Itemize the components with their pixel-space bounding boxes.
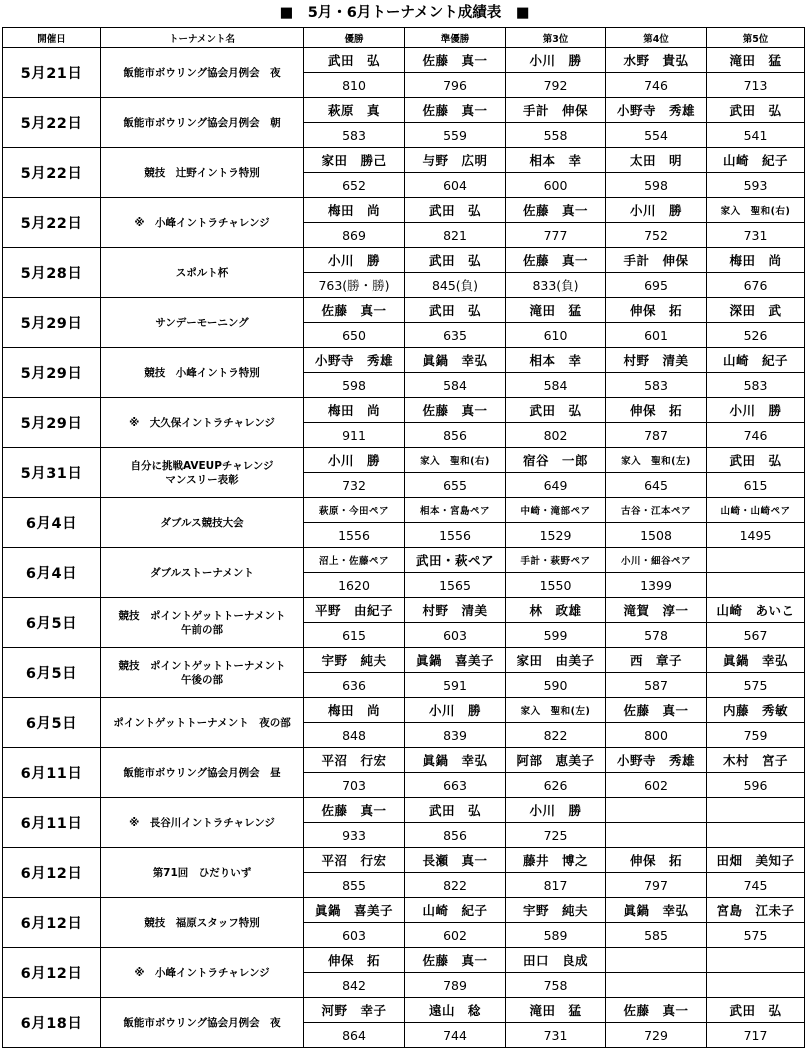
tournament-name-line: 競技 辻野イントラ特別 [144,166,260,179]
player-name: 家入 聖和(右) [707,198,805,223]
player-name: 伸保 拓 [606,848,707,873]
player-name: 林 政雄 [506,598,606,623]
tournament-name-line: マンスリー表彰 [165,473,239,486]
tournament-name-line: ポイントゲットトーナメント 夜の部 [113,716,291,729]
tournament-row [3,448,805,473]
player-name: 村野 清美 [606,348,707,373]
player-score: 802 [506,423,606,448]
tournament-name-line: ダブルストーナメント [150,566,254,579]
player-name: 伸保 拓 [606,298,707,323]
page-title: ■ 5月・6月トーナメント成績表 ■ [279,5,530,21]
player-name: 村野 清美 [405,598,506,623]
player-name: 河野 幸子 [304,998,405,1023]
player-score: 1508 [606,523,707,548]
player-score: 604 [405,173,506,198]
player-score: 615 [707,473,805,498]
tournament-name [101,798,304,848]
player-name: 田畑 美知子 [707,848,805,873]
player-score: 650 [304,323,405,348]
player-name: 家入 聖和(左) [506,698,606,723]
player-name: 梅田 尚 [304,698,405,723]
player-name: 深田 武 [707,298,805,323]
player-name: 宮島 江未子 [707,898,805,923]
player-score: 703 [304,773,405,798]
player-score: 856 [405,823,506,848]
player-name: 藤井 博之 [506,848,606,873]
tournament-name-line: 午後の部 [181,673,223,686]
player-score: 598 [304,373,405,398]
event-date: 5月29日 [3,298,101,348]
header-fifth-place: 第5位 [707,28,805,48]
player-score: 1565 [405,573,506,598]
player-name: 西 章子 [606,648,707,673]
event-date: 5月22日 [3,198,101,248]
player-name [606,948,707,973]
tournament-name [101,698,304,748]
player-score: 1495 [707,523,805,548]
player-score: 591 [405,673,506,698]
player-name: 武田・萩ペア [405,548,506,573]
header-first-place: 優勝 [304,28,405,48]
player-name: 太田 明 [606,148,707,173]
player-score: 725 [506,823,606,848]
player-name: 梅田 尚 [304,198,405,223]
player-score: 842 [304,973,405,998]
player-score: 752 [606,223,707,248]
tournament-name-line: 競技 福原スタッフ特別 [144,916,260,929]
event-date: 5月29日 [3,348,101,398]
player-score: 911 [304,423,405,448]
player-name: 眞鍋 幸弘 [707,648,805,673]
player-name: 手計・萩野ペア [506,548,606,573]
tournament-row [3,148,805,173]
player-name: 伸保 拓 [304,948,405,973]
player-score: 729 [606,1023,707,1048]
event-date: 6月5日 [3,648,101,698]
player-name: 佐藤 真一 [606,698,707,723]
player-name: 長瀬 真一 [405,848,506,873]
tournament-name [101,398,304,448]
player-name: 眞鍋 幸弘 [405,348,506,373]
tournament-name [101,48,304,98]
event-date: 5月22日 [3,98,101,148]
player-score: 933 [304,823,405,848]
player-score: 603 [405,623,506,648]
player-score: 541 [707,123,805,148]
tournament-name-line: 競技 ポイントゲットトーナメント [118,609,286,622]
player-score: 587 [606,673,707,698]
tournament-name-line: スポルト杯 [175,266,229,279]
player-score: 787 [606,423,707,448]
player-score [606,973,707,998]
player-name: 佐藤 真一 [405,398,506,423]
player-name: 山崎 紀子 [707,348,805,373]
header-date: 開催日 [3,28,101,48]
player-score [707,823,805,848]
player-name [606,798,707,823]
player-score: 822 [506,723,606,748]
player-score: 583 [707,373,805,398]
tournament-name-line: 飯能市ボウリング協会月例会 朝 [123,116,281,129]
tournament-row [3,498,805,523]
player-score: 695 [606,273,707,298]
player-score: 583 [606,373,707,398]
player-name: 小川 勝 [707,398,805,423]
tournament-name [101,848,304,898]
tournament-row [3,298,805,323]
player-name: 伸保 拓 [606,398,707,423]
player-score: 744 [405,1023,506,1048]
player-score: 821 [405,223,506,248]
event-date: 6月12日 [3,948,101,998]
player-score: 792 [506,73,606,98]
tournament-row [3,348,805,373]
player-score: 559 [405,123,506,148]
player-score: 817 [506,873,606,898]
player-name: 田口 良成 [506,948,606,973]
player-score: 602 [405,923,506,948]
event-date: 5月22日 [3,148,101,198]
player-score: 610 [506,323,606,348]
player-score: 585 [606,923,707,948]
player-score: 745 [707,873,805,898]
player-score: 593 [707,173,805,198]
player-score: 1550 [506,573,606,598]
player-score: 567 [707,623,805,648]
player-name: 宇野 純夫 [506,898,606,923]
player-name: 佐藤 真一 [304,798,405,823]
player-score: 732 [304,473,405,498]
player-name: 家田 由美子 [506,648,606,673]
player-score: 600 [506,173,606,198]
player-score: 636 [304,673,405,698]
tournament-name [101,748,304,798]
player-name: 眞鍋 幸弘 [606,898,707,923]
player-name [707,548,805,573]
player-name: 小川 勝 [405,698,506,723]
player-score: 746 [606,73,707,98]
event-date: 6月11日 [3,748,101,798]
header-third-place: 第3位 [506,28,606,48]
player-name: 阿部 恵美子 [506,748,606,773]
player-name: 相本 幸 [506,348,606,373]
tournament-name [101,448,304,498]
tournament-row [3,248,805,273]
player-name: 小川 勝 [606,198,707,223]
player-score: 800 [606,723,707,748]
player-score: 575 [707,923,805,948]
tournament-name-line: 飯能市ボウリング協会月例会 昼 [123,766,281,779]
player-score: 626 [506,773,606,798]
player-name: 小野寺 秀雄 [606,748,707,773]
player-score: 598 [606,173,707,198]
player-name: 相本 幸 [506,148,606,173]
player-name: 佐藤 真一 [506,248,606,273]
player-name: 山崎 紀子 [405,898,506,923]
event-date: 5月28日 [3,248,101,298]
player-score: 645 [606,473,707,498]
player-name: 武田 弘 [405,248,506,273]
player-score: 864 [304,1023,405,1048]
player-name: 小川 勝 [304,248,405,273]
event-date: 5月21日 [3,48,101,98]
player-score: 652 [304,173,405,198]
player-name: 滝賀 淳一 [606,598,707,623]
tournament-name [101,998,304,1048]
results-table [2,27,805,1048]
tournament-name [101,548,304,598]
player-name: 佐藤 真一 [606,998,707,1023]
player-name: 佐藤 真一 [304,298,405,323]
event-date: 5月31日 [3,448,101,498]
player-score: 789 [405,973,506,998]
header-fourth-place: 第4位 [606,28,707,48]
player-name: 平沼 行宏 [304,848,405,873]
event-date: 6月4日 [3,548,101,598]
player-score: 601 [606,323,707,348]
tournament-name [101,298,304,348]
player-name: 滝田 猛 [707,48,805,73]
player-name: 古谷・江本ペア [606,498,707,523]
tournament-row [3,98,805,123]
tournament-name [101,348,304,398]
player-score: 822 [405,873,506,898]
player-name: 武田 弘 [405,798,506,823]
player-score: 649 [506,473,606,498]
tournament-name-line: 第71回 ひだりいず [152,866,252,879]
event-date: 6月5日 [3,598,101,648]
player-name: 小野寺 秀雄 [606,98,707,123]
results-body [3,48,805,1048]
tournament-name-line: ※ 小峰イントラチャレンジ [134,216,270,229]
tournament-row [3,848,805,873]
player-score: 1529 [506,523,606,548]
player-name: 萩原・今田ペア [304,498,405,523]
player-score: 833(負) [506,273,606,298]
player-name: 武田 弘 [506,398,606,423]
player-score: 869 [304,223,405,248]
player-name: 萩原 真 [304,98,405,123]
player-name: 眞鍋 幸弘 [405,748,506,773]
player-name: 佐藤 真一 [506,198,606,223]
player-score: 583 [304,123,405,148]
event-date: 6月18日 [3,998,101,1048]
player-name: 家入 聖和(左) [606,448,707,473]
player-score: 584 [405,373,506,398]
player-score: 615 [304,623,405,648]
tournament-row [3,648,805,673]
player-score [606,823,707,848]
player-score: 584 [506,373,606,398]
player-score: 663 [405,773,506,798]
player-name: 佐藤 真一 [405,98,506,123]
player-score: 603 [304,923,405,948]
player-name: 武田 弘 [405,298,506,323]
player-score: 558 [506,123,606,148]
tournament-name-line: 競技 ポイントゲットトーナメント [118,659,286,672]
header-row [3,28,805,48]
tournament-row [3,48,805,73]
player-score: 856 [405,423,506,448]
tournament-name-line: ※ 大久保イントラチャレンジ [129,416,275,429]
player-score: 1556 [304,523,405,548]
player-name: 小川 勝 [506,48,606,73]
tournament-name-line: 競技 小峰イントラ特別 [144,366,260,379]
tournament-row [3,798,805,823]
player-name [707,798,805,823]
player-score: 676 [707,273,805,298]
tournament-name-line: 飯能市ボウリング協会月例会 夜 [123,1016,281,1029]
tournament-name-line: ダブルス競技大会 [160,516,244,529]
player-name: 武田 弘 [707,98,805,123]
player-score: 759 [707,723,805,748]
player-score: 1556 [405,523,506,548]
player-score: 713 [707,73,805,98]
tournament-row [3,898,805,923]
player-name: 宇野 純夫 [304,648,405,673]
player-score: 602 [606,773,707,798]
tournament-name-line: サンデーモーニング [155,316,249,329]
player-name: 中崎・滝部ペア [506,498,606,523]
player-score: 746 [707,423,805,448]
player-score: 731 [506,1023,606,1048]
player-name: 宿谷 一郎 [506,448,606,473]
event-date: 5月29日 [3,398,101,448]
event-date: 6月12日 [3,898,101,948]
player-score [707,573,805,598]
player-score: 655 [405,473,506,498]
player-name: 武田 弘 [405,198,506,223]
header-tournament-name: トーナメント名 [101,28,304,48]
tournament-row [3,998,805,1023]
player-score: 717 [707,1023,805,1048]
player-name: 武田 弘 [707,448,805,473]
tournament-row [3,198,805,223]
player-name: 梅田 尚 [707,248,805,273]
player-name: 佐藤 真一 [405,948,506,973]
tournament-row [3,398,805,423]
player-name: 木村 宮子 [707,748,805,773]
player-name: 手計 伸保 [506,98,606,123]
player-name: 平沼 行宏 [304,748,405,773]
tournament-row [3,698,805,723]
player-name: 眞鍋 喜美子 [405,648,506,673]
event-date: 6月12日 [3,848,101,898]
player-name: 家入 聖和(右) [405,448,506,473]
tournament-name [101,898,304,948]
player-score: 810 [304,73,405,98]
header-second-place: 準優勝 [405,28,506,48]
player-name: 家田 勝己 [304,148,405,173]
tournament-row [3,948,805,973]
player-name: 滝田 猛 [506,998,606,1023]
player-name: 遠山 稔 [405,998,506,1023]
player-score: 590 [506,673,606,698]
player-score: 845(負) [405,273,506,298]
tournament-name [101,948,304,998]
player-name: 佐藤 真一 [405,48,506,73]
player-score [707,973,805,998]
tournament-name [101,648,304,698]
tournament-row [3,548,805,573]
player-score: 758 [506,973,606,998]
tournament-row [3,598,805,623]
player-score: 635 [405,323,506,348]
player-name: 小野寺 秀雄 [304,348,405,373]
player-name: 相本・宮島ペア [405,498,506,523]
event-date: 6月11日 [3,798,101,848]
tournament-name-line: 午前の部 [181,623,223,636]
player-name: 沼上・佐藤ペア [304,548,405,573]
player-score: 797 [606,873,707,898]
player-name [707,948,805,973]
player-name: 梅田 尚 [304,398,405,423]
player-score: 839 [405,723,506,748]
tournament-name [101,598,304,648]
player-score: 526 [707,323,805,348]
tournament-name [101,148,304,198]
player-name: 小川 勝 [304,448,405,473]
player-score: 575 [707,673,805,698]
tournament-name-line: 飯能市ボウリング協会月例会 夜 [123,66,281,79]
player-score: 589 [506,923,606,948]
player-score: 848 [304,723,405,748]
player-score: 1399 [606,573,707,598]
player-score: 777 [506,223,606,248]
player-name: 与野 広明 [405,148,506,173]
player-name: 山崎 あいこ [707,598,805,623]
player-name: 内藤 秀敏 [707,698,805,723]
tournament-name [101,198,304,248]
player-name: 水野 貴弘 [606,48,707,73]
event-date: 6月4日 [3,498,101,548]
tournament-name-line: ※ 長谷川イントラチャレンジ [129,816,275,829]
player-name: 眞鍋 喜美子 [304,898,405,923]
player-name: 武田 弘 [707,998,805,1023]
player-score: 1620 [304,573,405,598]
player-name: 山崎 紀子 [707,148,805,173]
player-name: 小川・細谷ペア [606,548,707,573]
tournament-name-line: ※ 小峰イントラチャレンジ [134,966,270,979]
player-name: 平野 由紀子 [304,598,405,623]
tournament-name [101,248,304,298]
event-date: 6月5日 [3,698,101,748]
player-score: 554 [606,123,707,148]
player-score: 596 [707,773,805,798]
player-score: 796 [405,73,506,98]
player-score: 599 [506,623,606,648]
player-name: 小川 勝 [506,798,606,823]
player-score: 855 [304,873,405,898]
player-name: 武田 弘 [304,48,405,73]
player-name: 手計 伸保 [606,248,707,273]
tournament-name [101,498,304,548]
tournament-row [3,748,805,773]
tournament-name [101,98,304,148]
player-name: 滝田 猛 [506,298,606,323]
player-score: 731 [707,223,805,248]
player-score: 763(勝・勝) [304,273,405,298]
player-score: 578 [606,623,707,648]
player-name: 山崎・山崎ペア [707,498,805,523]
tournament-name-line: 自分に挑戦AVEUPチャレンジ [130,459,274,472]
